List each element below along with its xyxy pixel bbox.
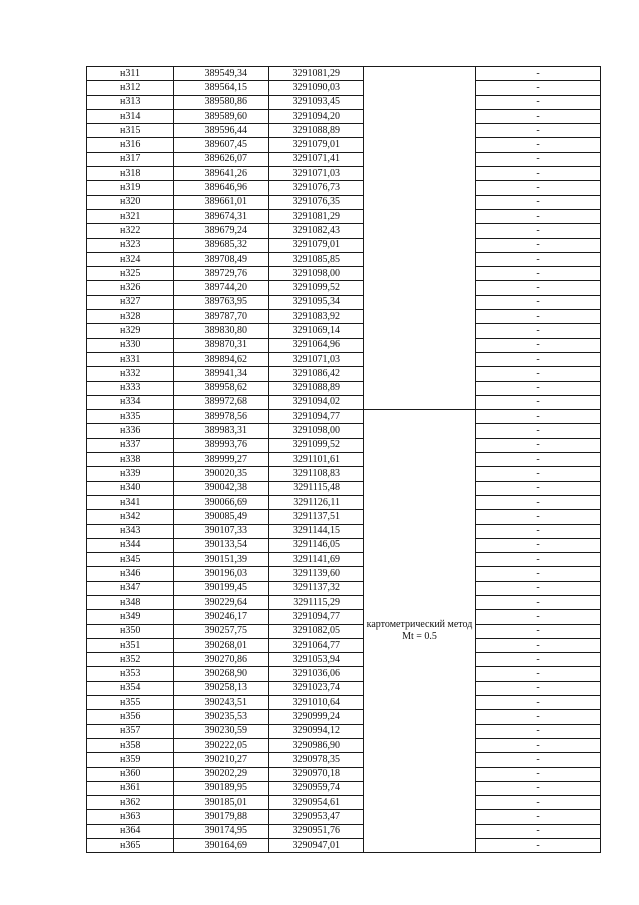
table-row bbox=[87, 338, 601, 352]
description-cell: - bbox=[476, 295, 601, 309]
description-cell: - bbox=[476, 281, 601, 295]
table-row bbox=[87, 638, 601, 652]
description-cell: - bbox=[476, 781, 601, 795]
x-coordinate-cell: 390133,54 bbox=[174, 538, 269, 552]
description-cell: - bbox=[476, 395, 601, 409]
x-coordinate-cell: 390235,53 bbox=[174, 710, 269, 724]
table-row bbox=[87, 681, 601, 695]
x-coordinate-cell: 389708,49 bbox=[174, 252, 269, 266]
y-coordinate-cell: 3291071,03 bbox=[269, 352, 364, 366]
table-row bbox=[87, 567, 601, 581]
table-row bbox=[87, 810, 601, 824]
point-id-cell: н356 bbox=[87, 710, 174, 724]
y-coordinate-cell: 3291137,32 bbox=[269, 581, 364, 595]
y-coordinate-cell: 3291137,51 bbox=[269, 510, 364, 524]
table-row bbox=[87, 238, 601, 252]
table-row bbox=[87, 367, 601, 381]
y-coordinate-cell: 3291126,11 bbox=[269, 495, 364, 509]
point-id-cell: н322 bbox=[87, 224, 174, 238]
y-coordinate-cell: 3291101,61 bbox=[269, 453, 364, 467]
table-row bbox=[87, 209, 601, 223]
point-id-cell: н323 bbox=[87, 238, 174, 252]
x-coordinate-cell: 389679,24 bbox=[174, 224, 269, 238]
y-coordinate-cell: 3291086,42 bbox=[269, 367, 364, 381]
x-coordinate-cell: 389787,70 bbox=[174, 310, 269, 324]
description-cell: - bbox=[476, 839, 601, 853]
y-coordinate-cell: 3291081,29 bbox=[269, 209, 364, 223]
point-id-cell: н342 bbox=[87, 510, 174, 524]
y-coordinate-cell: 3291095,34 bbox=[269, 295, 364, 309]
table-row bbox=[87, 824, 601, 838]
x-coordinate-cell: 389958,62 bbox=[174, 381, 269, 395]
description-cell: - bbox=[476, 810, 601, 824]
table-row bbox=[87, 738, 601, 752]
description-cell: - bbox=[476, 524, 601, 538]
x-coordinate-cell: 390268,01 bbox=[174, 638, 269, 652]
point-id-cell: н339 bbox=[87, 467, 174, 481]
x-coordinate-cell: 390042,38 bbox=[174, 481, 269, 495]
description-cell: - bbox=[476, 224, 601, 238]
description-cell: - bbox=[476, 381, 601, 395]
method-cell-group-1 bbox=[364, 67, 476, 410]
y-coordinate-cell: 3291082,05 bbox=[269, 624, 364, 638]
x-coordinate-cell: 390246,17 bbox=[174, 610, 269, 624]
point-id-cell: н349 bbox=[87, 610, 174, 624]
table-row bbox=[87, 252, 601, 266]
table-row bbox=[87, 381, 601, 395]
y-coordinate-cell: 3291082,43 bbox=[269, 224, 364, 238]
point-id-cell: н312 bbox=[87, 81, 174, 95]
y-coordinate-cell: 3291094,20 bbox=[269, 109, 364, 123]
description-cell: - bbox=[476, 738, 601, 752]
x-coordinate-cell: 390066,69 bbox=[174, 495, 269, 509]
y-coordinate-cell: 3291115,29 bbox=[269, 595, 364, 609]
coordinates-table bbox=[86, 66, 601, 853]
description-cell: - bbox=[476, 681, 601, 695]
y-coordinate-cell: 3291023,74 bbox=[269, 681, 364, 695]
table-row bbox=[87, 595, 601, 609]
description-cell: - bbox=[476, 438, 601, 452]
table-row bbox=[87, 81, 601, 95]
x-coordinate-cell: 390230,59 bbox=[174, 724, 269, 738]
point-id-cell: н345 bbox=[87, 553, 174, 567]
x-coordinate-cell: 389744,20 bbox=[174, 281, 269, 295]
point-id-cell: н363 bbox=[87, 810, 174, 824]
description-cell: - bbox=[476, 495, 601, 509]
table-row bbox=[87, 724, 601, 738]
y-coordinate-cell: 3291139,60 bbox=[269, 567, 364, 581]
y-coordinate-cell: 3291088,89 bbox=[269, 124, 364, 138]
description-cell: - bbox=[476, 467, 601, 481]
point-id-cell: н311 bbox=[87, 67, 174, 81]
x-coordinate-cell: 389646,96 bbox=[174, 181, 269, 195]
point-id-cell: н329 bbox=[87, 324, 174, 338]
point-id-cell: н331 bbox=[87, 352, 174, 366]
x-coordinate-cell: 390268,90 bbox=[174, 667, 269, 681]
description-cell: - bbox=[476, 824, 601, 838]
table-row bbox=[87, 152, 601, 166]
point-id-cell: н333 bbox=[87, 381, 174, 395]
y-coordinate-cell: 3290947,01 bbox=[269, 839, 364, 853]
x-coordinate-cell: 390085,49 bbox=[174, 510, 269, 524]
point-id-cell: н365 bbox=[87, 839, 174, 853]
y-coordinate-cell: 3291010,64 bbox=[269, 696, 364, 710]
table-row bbox=[87, 410, 601, 424]
y-coordinate-cell: 3291144,15 bbox=[269, 524, 364, 538]
table-row bbox=[87, 524, 601, 538]
x-coordinate-cell: 389596,44 bbox=[174, 124, 269, 138]
x-coordinate-cell: 389941,34 bbox=[174, 367, 269, 381]
table-row bbox=[87, 781, 601, 795]
x-coordinate-cell: 390107,33 bbox=[174, 524, 269, 538]
y-coordinate-cell: 3291108,83 bbox=[269, 467, 364, 481]
y-coordinate-cell: 3291094,77 bbox=[269, 610, 364, 624]
x-coordinate-cell: 389894,62 bbox=[174, 352, 269, 366]
y-coordinate-cell: 3291146,05 bbox=[269, 538, 364, 552]
table-row bbox=[87, 167, 601, 181]
y-coordinate-cell: 3291141,69 bbox=[269, 553, 364, 567]
point-id-cell: н320 bbox=[87, 195, 174, 209]
description-cell: - bbox=[476, 453, 601, 467]
y-coordinate-cell: 3291090,03 bbox=[269, 81, 364, 95]
description-cell: - bbox=[476, 595, 601, 609]
table-row bbox=[87, 352, 601, 366]
y-coordinate-cell: 3290994,12 bbox=[269, 724, 364, 738]
table-row bbox=[87, 267, 601, 281]
x-coordinate-cell: 390202,29 bbox=[174, 767, 269, 781]
coordinates-table-body bbox=[87, 67, 601, 853]
table-row bbox=[87, 696, 601, 710]
description-cell: - bbox=[476, 567, 601, 581]
description-cell: - bbox=[476, 167, 601, 181]
point-id-cell: н362 bbox=[87, 796, 174, 810]
x-coordinate-cell: 390258,13 bbox=[174, 681, 269, 695]
table-row bbox=[87, 710, 601, 724]
y-coordinate-cell: 3291076,73 bbox=[269, 181, 364, 195]
point-id-cell: н354 bbox=[87, 681, 174, 695]
point-id-cell: н346 bbox=[87, 567, 174, 581]
description-cell: - bbox=[476, 181, 601, 195]
y-coordinate-cell: 3291053,94 bbox=[269, 653, 364, 667]
x-coordinate-cell: 390229,64 bbox=[174, 595, 269, 609]
description-cell: - bbox=[476, 796, 601, 810]
x-coordinate-cell: 389978,56 bbox=[174, 410, 269, 424]
table-row bbox=[87, 224, 601, 238]
point-id-cell: н316 bbox=[87, 138, 174, 152]
table-row bbox=[87, 481, 601, 495]
description-cell: - bbox=[476, 424, 601, 438]
y-coordinate-cell: 3291098,00 bbox=[269, 424, 364, 438]
point-id-cell: н350 bbox=[87, 624, 174, 638]
description-cell: - bbox=[476, 724, 601, 738]
description-cell: - bbox=[476, 109, 601, 123]
point-id-cell: н351 bbox=[87, 638, 174, 652]
point-id-cell: н338 bbox=[87, 453, 174, 467]
table-row bbox=[87, 624, 601, 638]
x-coordinate-cell: 390185,01 bbox=[174, 796, 269, 810]
point-id-cell: н347 bbox=[87, 581, 174, 595]
point-id-cell: н330 bbox=[87, 338, 174, 352]
y-coordinate-cell: 3290959,74 bbox=[269, 781, 364, 795]
y-coordinate-cell: 3291079,01 bbox=[269, 138, 364, 152]
y-coordinate-cell: 3290970,18 bbox=[269, 767, 364, 781]
x-coordinate-cell: 390174,95 bbox=[174, 824, 269, 838]
y-coordinate-cell: 3291069,14 bbox=[269, 324, 364, 338]
x-coordinate-cell: 390151,39 bbox=[174, 553, 269, 567]
y-coordinate-cell: 3291071,41 bbox=[269, 152, 364, 166]
x-coordinate-cell: 390179,88 bbox=[174, 810, 269, 824]
table-row bbox=[87, 424, 601, 438]
description-cell: - bbox=[476, 310, 601, 324]
y-coordinate-cell: 3291071,03 bbox=[269, 167, 364, 181]
description-cell: - bbox=[476, 696, 601, 710]
table-row bbox=[87, 653, 601, 667]
table-row bbox=[87, 281, 601, 295]
table-row bbox=[87, 295, 601, 309]
description-cell: - bbox=[476, 67, 601, 81]
x-coordinate-cell: 390210,27 bbox=[174, 753, 269, 767]
y-coordinate-cell: 3291094,02 bbox=[269, 395, 364, 409]
description-cell: - bbox=[476, 710, 601, 724]
point-id-cell: н332 bbox=[87, 367, 174, 381]
y-coordinate-cell: 3291099,52 bbox=[269, 438, 364, 452]
y-coordinate-cell: 3291094,77 bbox=[269, 410, 364, 424]
x-coordinate-cell: 390222,05 bbox=[174, 738, 269, 752]
x-coordinate-cell: 390270,86 bbox=[174, 653, 269, 667]
point-id-cell: н359 bbox=[87, 753, 174, 767]
point-id-cell: н337 bbox=[87, 438, 174, 452]
y-coordinate-cell: 3290978,35 bbox=[269, 753, 364, 767]
x-coordinate-cell: 389972,68 bbox=[174, 395, 269, 409]
x-coordinate-cell: 389641,26 bbox=[174, 167, 269, 181]
description-cell: - bbox=[476, 624, 601, 638]
table-row bbox=[87, 67, 601, 81]
x-coordinate-cell: 389589,60 bbox=[174, 109, 269, 123]
x-coordinate-cell: 390199,45 bbox=[174, 581, 269, 595]
point-id-cell: н336 bbox=[87, 424, 174, 438]
description-cell: - bbox=[476, 753, 601, 767]
description-cell: - bbox=[476, 653, 601, 667]
description-cell: - bbox=[476, 195, 601, 209]
description-cell: - bbox=[476, 767, 601, 781]
y-coordinate-cell: 3290986,90 bbox=[269, 738, 364, 752]
point-id-cell: н341 bbox=[87, 495, 174, 509]
x-coordinate-cell: 389607,45 bbox=[174, 138, 269, 152]
description-cell: - bbox=[476, 667, 601, 681]
y-coordinate-cell: 3291098,00 bbox=[269, 267, 364, 281]
point-id-cell: н317 bbox=[87, 152, 174, 166]
x-coordinate-cell: 390164,69 bbox=[174, 839, 269, 853]
x-coordinate-cell: 389626,07 bbox=[174, 152, 269, 166]
point-id-cell: н353 bbox=[87, 667, 174, 681]
description-cell: - bbox=[476, 338, 601, 352]
x-coordinate-cell: 389870,31 bbox=[174, 338, 269, 352]
x-coordinate-cell: 389564,15 bbox=[174, 81, 269, 95]
point-id-cell: н324 bbox=[87, 252, 174, 266]
x-coordinate-cell: 390243,51 bbox=[174, 696, 269, 710]
table-row bbox=[87, 195, 601, 209]
table-row bbox=[87, 796, 601, 810]
table-row bbox=[87, 839, 601, 853]
x-coordinate-cell: 389580,86 bbox=[174, 95, 269, 109]
point-id-cell: н318 bbox=[87, 167, 174, 181]
description-cell: - bbox=[476, 367, 601, 381]
description-cell: - bbox=[476, 124, 601, 138]
y-coordinate-cell: 3291064,77 bbox=[269, 638, 364, 652]
description-cell: - bbox=[476, 95, 601, 109]
y-coordinate-cell: 3291099,52 bbox=[269, 281, 364, 295]
description-cell: - bbox=[476, 610, 601, 624]
point-id-cell: н361 bbox=[87, 781, 174, 795]
y-coordinate-cell: 3291093,45 bbox=[269, 95, 364, 109]
x-coordinate-cell: 389999,27 bbox=[174, 453, 269, 467]
point-id-cell: н315 bbox=[87, 124, 174, 138]
table-row bbox=[87, 767, 601, 781]
point-id-cell: н340 bbox=[87, 481, 174, 495]
point-id-cell: н334 bbox=[87, 395, 174, 409]
description-cell: - bbox=[476, 510, 601, 524]
point-id-cell: н348 bbox=[87, 595, 174, 609]
table-row bbox=[87, 438, 601, 452]
x-coordinate-cell: 390196,03 bbox=[174, 567, 269, 581]
description-cell: - bbox=[476, 238, 601, 252]
table-row bbox=[87, 510, 601, 524]
point-id-cell: н360 bbox=[87, 767, 174, 781]
table-row bbox=[87, 109, 601, 123]
point-id-cell: н364 bbox=[87, 824, 174, 838]
y-coordinate-cell: 3290953,47 bbox=[269, 810, 364, 824]
y-coordinate-cell: 3291036,06 bbox=[269, 667, 364, 681]
x-coordinate-cell: 390189,95 bbox=[174, 781, 269, 795]
table-row bbox=[87, 495, 601, 509]
y-coordinate-cell: 3291064,96 bbox=[269, 338, 364, 352]
x-coordinate-cell: 389763,95 bbox=[174, 295, 269, 309]
table-row bbox=[87, 124, 601, 138]
table-row bbox=[87, 753, 601, 767]
description-cell: - bbox=[476, 81, 601, 95]
x-coordinate-cell: 389674,31 bbox=[174, 209, 269, 223]
point-id-cell: н344 bbox=[87, 538, 174, 552]
table-row bbox=[87, 324, 601, 338]
description-cell: - bbox=[476, 209, 601, 223]
point-id-cell: н328 bbox=[87, 310, 174, 324]
point-id-cell: н326 bbox=[87, 281, 174, 295]
table-row bbox=[87, 395, 601, 409]
description-cell: - bbox=[476, 481, 601, 495]
point-id-cell: н319 bbox=[87, 181, 174, 195]
description-cell: - bbox=[476, 324, 601, 338]
table-row bbox=[87, 538, 601, 552]
table-row bbox=[87, 95, 601, 109]
point-id-cell: н335 bbox=[87, 410, 174, 424]
point-id-cell: н343 bbox=[87, 524, 174, 538]
x-coordinate-cell: 389661,01 bbox=[174, 195, 269, 209]
description-cell: - bbox=[476, 410, 601, 424]
table-row bbox=[87, 667, 601, 681]
description-cell: - bbox=[476, 138, 601, 152]
point-id-cell: н357 bbox=[87, 724, 174, 738]
table-row bbox=[87, 610, 601, 624]
description-cell: - bbox=[476, 267, 601, 281]
table-row bbox=[87, 453, 601, 467]
description-cell: - bbox=[476, 581, 601, 595]
point-id-cell: н355 bbox=[87, 696, 174, 710]
description-cell: - bbox=[476, 252, 601, 266]
point-id-cell: н314 bbox=[87, 109, 174, 123]
y-coordinate-cell: 3291088,89 bbox=[269, 381, 364, 395]
x-coordinate-cell: 390257,75 bbox=[174, 624, 269, 638]
y-coordinate-cell: 3291076,35 bbox=[269, 195, 364, 209]
y-coordinate-cell: 3291081,29 bbox=[269, 67, 364, 81]
x-coordinate-cell: 389685,32 bbox=[174, 238, 269, 252]
y-coordinate-cell: 3291115,48 bbox=[269, 481, 364, 495]
description-cell: - bbox=[476, 152, 601, 166]
description-cell: - bbox=[476, 638, 601, 652]
table-row bbox=[87, 310, 601, 324]
table-row bbox=[87, 467, 601, 481]
point-id-cell: н358 bbox=[87, 738, 174, 752]
table-row bbox=[87, 181, 601, 195]
point-id-cell: н325 bbox=[87, 267, 174, 281]
y-coordinate-cell: 3291083,92 bbox=[269, 310, 364, 324]
point-id-cell: н313 bbox=[87, 95, 174, 109]
x-coordinate-cell: 389993,76 bbox=[174, 438, 269, 452]
x-coordinate-cell: 390020,35 bbox=[174, 467, 269, 481]
description-cell: - bbox=[476, 553, 601, 567]
table-row bbox=[87, 553, 601, 567]
description-cell: - bbox=[476, 352, 601, 366]
x-coordinate-cell: 389549,34 bbox=[174, 67, 269, 81]
table-row bbox=[87, 138, 601, 152]
y-coordinate-cell: 3290999,24 bbox=[269, 710, 364, 724]
x-coordinate-cell: 389983,31 bbox=[174, 424, 269, 438]
point-id-cell: н352 bbox=[87, 653, 174, 667]
y-coordinate-cell: 3290951,76 bbox=[269, 824, 364, 838]
point-id-cell: н321 bbox=[87, 209, 174, 223]
y-coordinate-cell: 3291085,85 bbox=[269, 252, 364, 266]
x-coordinate-cell: 389830,80 bbox=[174, 324, 269, 338]
table-row bbox=[87, 581, 601, 595]
method-cell-group-2: картометрический метод Mt = 0.5 bbox=[364, 410, 476, 853]
description-cell: - bbox=[476, 538, 601, 552]
y-coordinate-cell: 3290954,61 bbox=[269, 796, 364, 810]
point-id-cell: н327 bbox=[87, 295, 174, 309]
x-coordinate-cell: 389729,76 bbox=[174, 267, 269, 281]
y-coordinate-cell: 3291079,01 bbox=[269, 238, 364, 252]
